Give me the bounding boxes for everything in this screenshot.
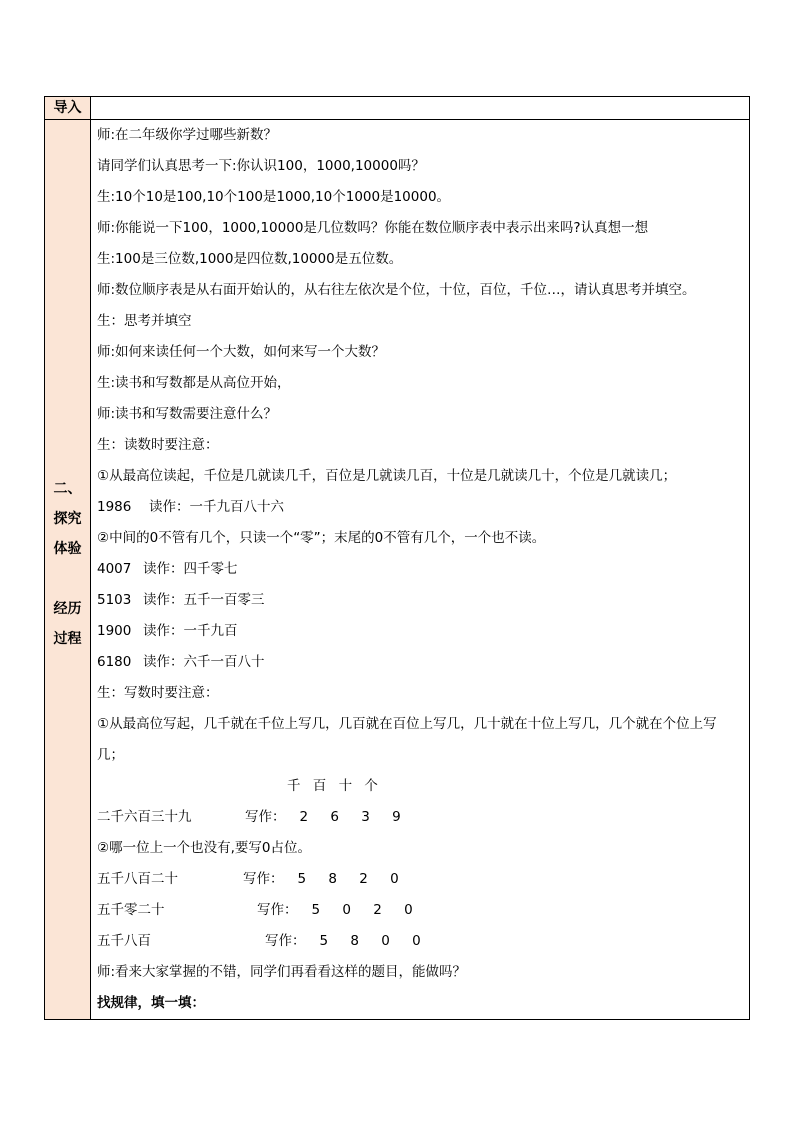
read-example-reading: 读作：四千零七 xyxy=(143,561,238,577)
section-label-line: 过程 xyxy=(53,631,82,647)
read-example-reading: 读作：一千九百 xyxy=(143,623,238,639)
section-label xyxy=(45,120,90,654)
write-example xyxy=(97,926,741,957)
dialogue-line: 生:读书和写数都是从高位开始， xyxy=(97,375,291,391)
dialogue-line: 师:你能说一下100，1000,10000是几位数吗？你能在数位顺序表中表示出来吗?认真想一想 xyxy=(97,220,649,236)
explore-label-cell xyxy=(45,120,91,1020)
writing-rule-1: ①从最高位写起，几千就在千位上写几，几百就在百位上写几，几十就在十位上写几，几个就在个位上写几； xyxy=(97,716,717,763)
read-example-number: 4007 xyxy=(97,561,132,577)
write-example-digits: 5 0 2 0 xyxy=(311,902,422,918)
write-example xyxy=(97,802,741,833)
read-example xyxy=(97,585,741,616)
explore-row xyxy=(45,120,750,1020)
closing-line: 师:看来大家掌握的不错，同学们再看看这样的题目，能做吗？ xyxy=(97,964,467,980)
read-example-reading: 读作：一千九百八十六 xyxy=(149,499,284,515)
intro-label-cell xyxy=(45,97,91,120)
read-example-number: 1986 xyxy=(97,499,132,515)
explore-content-cell xyxy=(91,120,750,1020)
read-example-reading: 读作：五千一百零三 xyxy=(143,592,265,608)
read-example-reading: 读作：六千一百八十 xyxy=(143,654,265,670)
write-example-phrase: 五千八百 xyxy=(97,933,151,949)
write-example-label: 写作： xyxy=(257,902,298,918)
read-example-number: 1900 xyxy=(97,623,132,639)
section-label-line: 体验 xyxy=(53,541,82,557)
section-label-line: 经历 xyxy=(53,601,82,617)
write-example-label: 写作： xyxy=(243,871,284,887)
write-example-label: 写作： xyxy=(265,933,306,949)
intro-content-cell xyxy=(91,97,750,120)
task-heading: 找规律，填一填： xyxy=(97,995,205,1011)
read-example xyxy=(97,492,741,523)
write-example xyxy=(97,895,741,926)
write-example-digits: 5 8 0 0 xyxy=(319,933,430,949)
intro-row xyxy=(45,97,750,120)
read-example-number: 6180 xyxy=(97,654,132,670)
section-label-line: 二、 xyxy=(53,481,82,497)
dialogue-line: 师:数位顺序表是从右面开始认的，从右往左依次是个位，十位，百位，千位…，请认真思考并填空。 xyxy=(97,282,696,298)
dialogue-line: 师:如何来读任何一个大数，如何来写一个大数？ xyxy=(97,344,386,360)
reading-rule-1: ①从最高位读起，千位是几就读几千，百位是几就读几百，十位是几就读几十，个位是几就读几； xyxy=(97,468,677,484)
dialogue-line: 生:100是三位数,1000是四位数,10000是五位数。 xyxy=(97,251,403,267)
dialogue-line: 师:读书和写数需要注意什么？ xyxy=(97,406,278,422)
write-example-phrase: 五千八百二十 xyxy=(97,871,178,887)
writing-intro: 生：写数时要注意： xyxy=(97,685,219,701)
read-example xyxy=(97,616,741,647)
dialogue-line: 生：思考并填空 xyxy=(97,313,192,329)
writing-rule-2: ②哪一位上一个也没有,要写0占位。 xyxy=(97,840,311,856)
reading-rule-2: ②中间的0不管有几个，只读一个“零”；末尾的0不管有几个，一个也不读。 xyxy=(97,530,546,546)
write-example-digits: 5 8 2 0 xyxy=(297,871,408,887)
read-example xyxy=(97,647,741,678)
place-value-header: 千 百 十 个 xyxy=(287,778,382,794)
read-example xyxy=(97,554,741,585)
write-example xyxy=(97,864,741,895)
dialogue-line: 生：读数时要注意： xyxy=(97,437,219,453)
section-label-gap xyxy=(45,564,90,594)
section-label-line: 探究 xyxy=(53,511,82,527)
write-example-digits: 2 6 3 9 xyxy=(299,809,410,825)
write-example-label: 写作： xyxy=(245,809,286,825)
lesson-plan-table xyxy=(44,96,750,1020)
write-example-phrase: 五千零二十 xyxy=(97,902,165,918)
dialogue-line: 师:在二年级你学过哪些新数？ xyxy=(97,127,278,143)
write-example-phrase: 二千六百三十九 xyxy=(97,809,192,825)
read-example-number: 5103 xyxy=(97,592,132,608)
dialogue-line: 生:10个10是100,10个100是1000,10个1000是10000。 xyxy=(97,189,451,205)
intro-label: 导入 xyxy=(53,100,82,116)
dialogue-line: 请同学们认真思考一下:你认识100，1000,10000吗？ xyxy=(97,158,425,174)
